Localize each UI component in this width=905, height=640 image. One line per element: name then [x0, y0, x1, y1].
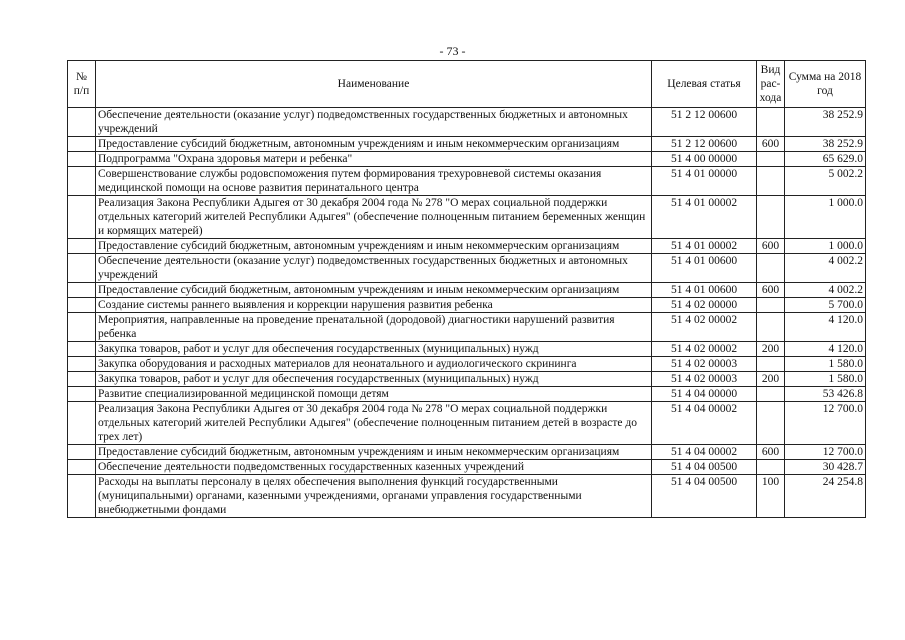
table-row — [68, 460, 866, 475]
row-type-cell: 200 — [757, 372, 785, 387]
header-name: Наименование — [96, 61, 652, 108]
table-row — [68, 137, 866, 152]
row-article-cell: 51 4 04 00500 — [652, 475, 757, 518]
row-number-cell — [68, 445, 96, 460]
row-name-cell: Предоставление субсидий бюджетным, автономным учреждениям и иным некоммерческим организациям — [96, 283, 652, 298]
row-sum-cell: 4 120.0 — [785, 342, 866, 357]
row-article-cell: 51 4 02 00002 — [652, 342, 757, 357]
table-row — [68, 254, 866, 283]
row-article-cell: 51 4 04 00002 — [652, 445, 757, 460]
row-name-cell: Мероприятия, направленные на проведение пренатальной (дородовой) диагностики нарушений развития ребенка — [96, 313, 652, 342]
row-type-cell: 600 — [757, 239, 785, 254]
row-article-cell: 51 4 04 00500 — [652, 460, 757, 475]
table-row — [68, 387, 866, 402]
row-number-cell — [68, 254, 96, 283]
row-number-cell — [68, 137, 96, 152]
row-name-cell: Реализация Закона Республики Адыгея от 30 декабря 2004 года № 278 "О мерах социальной поддержки отдельных категорий жителей Республики Адыгея" (обеспечение полноценным питанием беременных женщин и кормящих матерей) — [96, 196, 652, 239]
table-body — [68, 108, 866, 518]
row-name-cell: Развитие специализированной медицинской помощи детям — [96, 387, 652, 402]
table-row — [68, 357, 866, 372]
row-sum-cell: 1 580.0 — [785, 357, 866, 372]
table-row — [68, 152, 866, 167]
row-number-cell — [68, 460, 96, 475]
row-name-cell: Обеспечение деятельности подведомственных государственных казенных учреждений — [96, 460, 652, 475]
table-row — [68, 445, 866, 460]
table-row — [68, 313, 866, 342]
row-name-cell: Обеспечение деятельности (оказание услуг) подведомственных государственных бюджетных и автономных учреждений — [96, 108, 652, 137]
page-number: - 73 - — [439, 44, 466, 58]
row-sum-cell: 53 426.8 — [785, 387, 866, 402]
row-type-cell — [757, 167, 785, 196]
row-number-cell — [68, 313, 96, 342]
row-article-cell: 51 4 02 00003 — [652, 357, 757, 372]
table-row — [68, 402, 866, 445]
row-sum-cell: 12 700.0 — [785, 402, 866, 445]
row-article-cell: 51 4 04 00002 — [652, 402, 757, 445]
row-name-cell: Предоставление субсидий бюджетным, автономным учреждениям и иным некоммерческим организациям — [96, 239, 652, 254]
table-row — [68, 372, 866, 387]
row-type-cell — [757, 357, 785, 372]
row-name-cell: Реализация Закона Республики Адыгея от 30 декабря 2004 года № 278 "О мерах социальной поддержки отдельных категорий жителей Республики Адыгея" (обеспечение полноценным питанием детей в возрасте до трех лет) — [96, 402, 652, 445]
row-sum-cell: 5 700.0 — [785, 298, 866, 313]
header-sum: Сумма на 2018 год — [785, 61, 866, 108]
row-article-cell: 51 4 02 00003 — [652, 372, 757, 387]
row-name-cell: Закупка товаров, работ и услуг для обеспечения государственных (муниципальных) нужд — [96, 372, 652, 387]
budget-table — [67, 60, 866, 518]
table-row — [68, 475, 866, 518]
row-name-cell: Совершенствование службы родовспоможения путем формирования трехуровневой системы оказания медицинской помощи на основе развития перинатального центра — [96, 167, 652, 196]
row-sum-cell: 4 120.0 — [785, 313, 866, 342]
row-sum-cell: 1 580.0 — [785, 372, 866, 387]
row-sum-cell: 12 700.0 — [785, 445, 866, 460]
table-header-row — [68, 61, 866, 108]
row-sum-cell: 5 002.2 — [785, 167, 866, 196]
row-article-cell: 51 4 01 00600 — [652, 254, 757, 283]
row-number-cell — [68, 387, 96, 402]
row-type-cell — [757, 460, 785, 475]
table-row — [68, 283, 866, 298]
row-type-cell — [757, 402, 785, 445]
row-sum-cell: 4 002.2 — [785, 283, 866, 298]
row-article-cell: 51 4 01 00600 — [652, 283, 757, 298]
row-number-cell — [68, 372, 96, 387]
header-type: Вид рас-хода — [757, 61, 785, 108]
row-sum-cell: 1 000.0 — [785, 239, 866, 254]
row-article-cell: 51 4 02 00000 — [652, 298, 757, 313]
row-article-cell: 51 4 00 00000 — [652, 152, 757, 167]
row-name-cell: Закупка товаров, работ и услуг для обеспечения государственных (муниципальных) нужд — [96, 342, 652, 357]
row-sum-cell: 4 002.2 — [785, 254, 866, 283]
row-number-cell — [68, 357, 96, 372]
row-type-cell — [757, 196, 785, 239]
row-name-cell: Закупка оборудования и расходных материалов для неонатального и аудиологического скрининга — [96, 357, 652, 372]
row-name-cell: Подпрограмма "Охрана здоровья матери и ребенка" — [96, 152, 652, 167]
header-num: № п/п — [68, 61, 96, 108]
row-sum-cell: 38 252.9 — [785, 108, 866, 137]
row-number-cell — [68, 167, 96, 196]
row-article-cell: 51 4 01 00002 — [652, 196, 757, 239]
row-type-cell — [757, 254, 785, 283]
row-number-cell — [68, 402, 96, 445]
table-row — [68, 342, 866, 357]
table-row — [68, 239, 866, 254]
row-name-cell: Создание системы раннего выявления и коррекции нарушения развития ребенка — [96, 298, 652, 313]
row-sum-cell: 24 254.8 — [785, 475, 866, 518]
row-number-cell — [68, 475, 96, 518]
table-row — [68, 196, 866, 239]
row-sum-cell: 38 252.9 — [785, 137, 866, 152]
row-article-cell: 51 2 12 00600 — [652, 108, 757, 137]
table-row — [68, 298, 866, 313]
row-article-cell: 51 4 02 00002 — [652, 313, 757, 342]
row-number-cell — [68, 283, 96, 298]
row-sum-cell: 30 428.7 — [785, 460, 866, 475]
row-number-cell — [68, 239, 96, 254]
table-row — [68, 108, 866, 137]
row-article-cell: 51 4 01 00000 — [652, 167, 757, 196]
row-type-cell — [757, 387, 785, 402]
row-type-cell — [757, 152, 785, 167]
row-sum-cell: 1 000.0 — [785, 196, 866, 239]
row-type-cell — [757, 108, 785, 137]
table-row — [68, 167, 866, 196]
row-number-cell — [68, 108, 96, 137]
row-article-cell: 51 2 12 00600 — [652, 137, 757, 152]
row-article-cell: 51 4 04 00000 — [652, 387, 757, 402]
row-name-cell: Предоставление субсидий бюджетным, автономным учреждениям и иным некоммерческим организациям — [96, 137, 652, 152]
row-type-cell: 600 — [757, 137, 785, 152]
row-name-cell: Предоставление субсидий бюджетным, автономным учреждениям и иным некоммерческим организациям — [96, 445, 652, 460]
row-number-cell — [68, 152, 96, 167]
header-article: Целевая статья — [652, 61, 757, 108]
row-number-cell — [68, 298, 96, 313]
row-name-cell: Обеспечение деятельности (оказание услуг) подведомственных государственных бюджетных и автономных учреждений — [96, 254, 652, 283]
row-type-cell: 100 — [757, 475, 785, 518]
row-type-cell: 200 — [757, 342, 785, 357]
row-number-cell — [68, 196, 96, 239]
row-type-cell: 600 — [757, 445, 785, 460]
row-type-cell: 600 — [757, 283, 785, 298]
row-sum-cell: 65 629.0 — [785, 152, 866, 167]
row-name-cell: Расходы на выплаты персоналу в целях обеспечения выполнения функций государственными (муниципальными) органами, казенными учреждениями, органами управления государственными внебюджетными фондами — [96, 475, 652, 518]
row-number-cell — [68, 342, 96, 357]
row-type-cell — [757, 298, 785, 313]
row-article-cell: 51 4 01 00002 — [652, 239, 757, 254]
row-type-cell — [757, 313, 785, 342]
